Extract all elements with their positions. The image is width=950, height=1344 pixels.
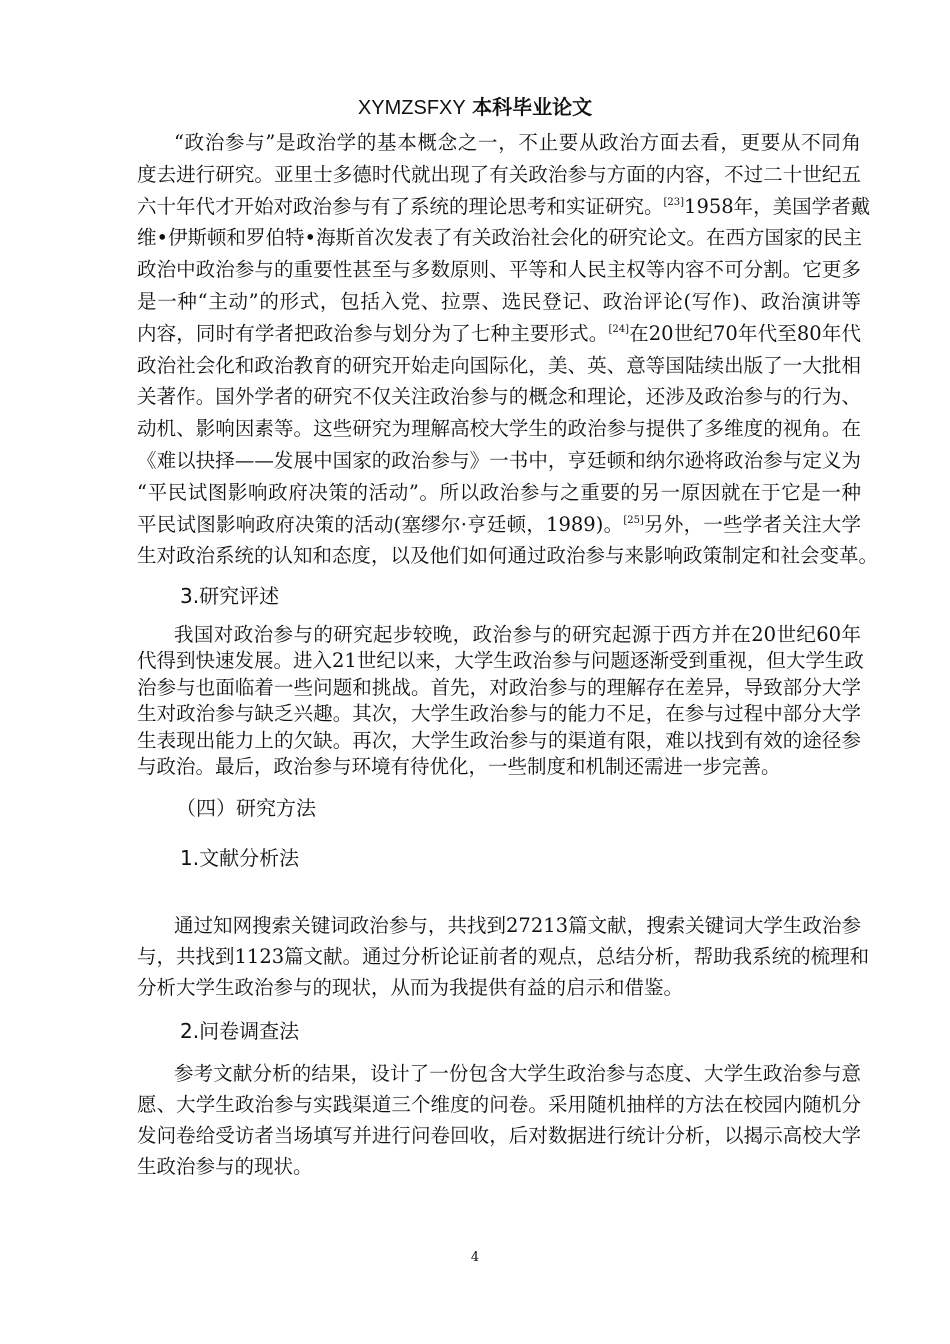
text-line: 分析大学生政治参与的现状，从而为我提供有益的启示和借鉴。 — [137, 976, 684, 999]
text-line: 政治中政治参与的重要性甚至与多数原则、平等和人民主权等内容不可分割。它更多 — [137, 258, 861, 282]
text-line: “平民试图影响政府决策的活动”。所以政治参与之重要的另一原因就在于它是一种 — [137, 480, 861, 504]
heading-literature-analysis: 1.文献分析法 — [180, 846, 300, 870]
text-line: 通过知网搜索关键词政治参与，共找到27213篇文献，搜索关键词大学生政治参 — [174, 914, 861, 937]
text-line: 动机、影响因素等。这些研究为理解高校大学生的政治参与提供了多维度的视角。在 — [137, 417, 861, 441]
text-line: 生表现出能力上的欠缺。再次，大学生政治参与的渠道有限，难以找到有效的途径参 — [137, 728, 861, 752]
text-line: 度去进行研究。亚里士多德时代就出现了有关政治参与方面的内容，不过二十世纪五 — [137, 162, 861, 186]
text-line: “政治参与”是政治学的基本概念之一，不止要从政治方面去看，更要从不同角 — [174, 131, 861, 154]
text-line: 参考文献分析的结果，设计了一份包含大学生政治参与态度、大学生政治参与意 — [174, 1062, 861, 1085]
page-header — [0, 95, 950, 120]
text-line: 与，共找到1123篇文献。通过分析论证前者的观点，总结分析，帮助我系统的梳理和 — [137, 945, 870, 968]
text-line: 生政治参与的现状。 — [137, 1155, 313, 1178]
text-line: 维•伊斯顿和罗伯特•海斯首次发表了有关政治社会化的研究论文。在西方国家的民主 — [137, 226, 863, 250]
text-line: 《难以抉择——发展中国家的政治参与》一书中，亨廷顿和纳尔逊将政治参与定义为 — [137, 449, 861, 472]
header-code: XYMZSFXY — [357, 97, 466, 119]
text-line: 愿、大学生政治参与实践渠道三个维度的问卷。采用随机抽样的方法在校园内随机分 — [137, 1093, 861, 1116]
text-line: 平民试图影响政府决策的活动(塞缪尔·亨廷顿，1989)。[25]另外，一些学者关注大学 — [137, 512, 861, 536]
heading-research-review: 3.研究评述 — [180, 584, 280, 608]
heading-research-methods: （四）研究方法 — [176, 796, 316, 820]
text-line: 发问卷给受访者当场填写并进行问卷回收，后对数据进行统计分析，以揭示高校大学 — [137, 1124, 861, 1147]
text-line: 关著作。国外学者的研究不仅关注政治参与的概念和理论，还涉及政治参与的行为、 — [137, 385, 861, 409]
text-line: 内容，同时有学者把政治参与划分为了七种主要形式。[24]在20世纪70年代至80年代 — [137, 321, 861, 345]
text-line: 是一种“主动”的形式，包括入党、拉票、选民登记、政治评论(写作)、政治演讲等 — [137, 290, 861, 313]
text-line: 我国对政治参与的研究起步较晚，政治参与的研究起源于西方并在20世纪60年 — [174, 623, 861, 646]
heading-questionnaire: 2.问卷调查法 — [180, 1019, 300, 1043]
text-line: 政治社会化和政治教育的研究开始走向国际化，美、英、意等国陆续出版了一大批相 — [137, 353, 861, 377]
text-line: 六十年代才开始对政治参与有了系统的理论思考和实证研究。[23]1958年，美国学者戴 — [137, 194, 871, 218]
text-line: 生对政治参与缺乏兴趣。其次，大学生政治参与的能力不足，在参与过程中部分大学 — [137, 702, 861, 726]
page-number: 4 — [470, 1250, 480, 1265]
header-title: 本科毕业论文 — [472, 95, 593, 119]
text-line: 治参与也面临着一些问题和挑战。首先，对政治参与的理解存在差异，导致部分大学 — [137, 675, 861, 699]
text-line: 与政治。最后，政治参与环境有待优化，一些制度和机制还需进一步完善。 — [137, 755, 781, 778]
text-line: 代得到快速发展。进入21世纪以来，大学生政治参与问题逐渐受到重视，但大学生政 — [137, 649, 864, 673]
text-line: 生对政治系统的认知和态度，以及他们如何通过政治参与来影响政策制定和社会变革。 — [137, 544, 879, 568]
